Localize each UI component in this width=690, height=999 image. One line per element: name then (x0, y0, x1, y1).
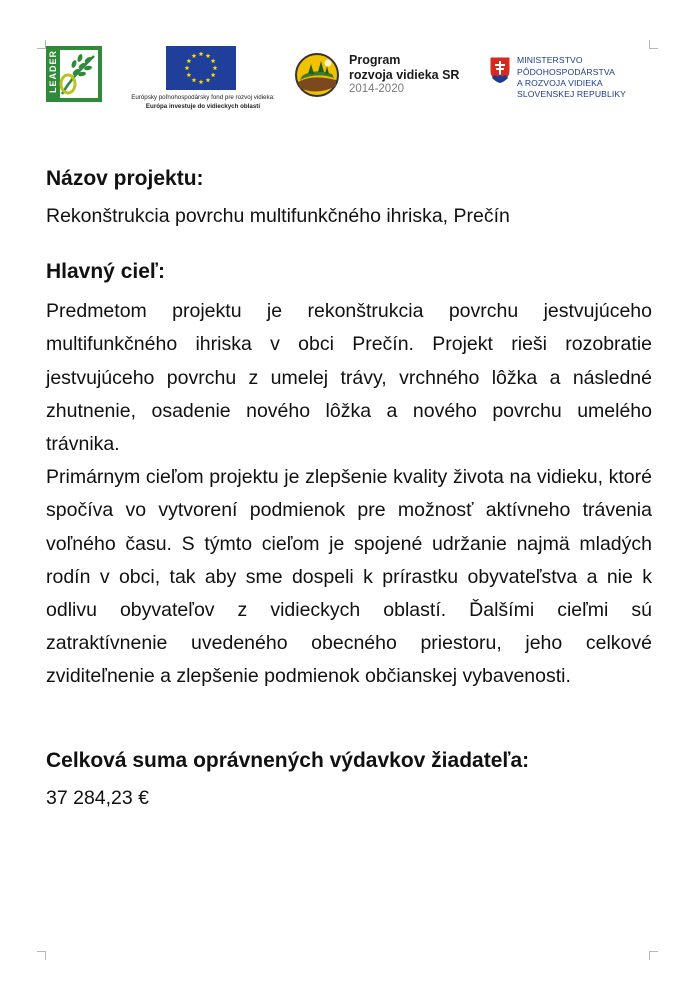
main-goal-heading: Hlavný cieľ: (46, 260, 165, 284)
main-goal-paragraph-1: Predmetom projektu je rekonštrukcia povrchu jestvujúceho multifunkčného ihriska v obci Prečín. Projekt rieši rozobratie jestvujúceho povrchu z umelej trávy, vrchného lôžka a následné zhutnenie, osadenie nového lôžka a nového povrchu umelého trávnika. (46, 300, 652, 456)
leader-logo (46, 46, 102, 102)
program-period: 2014-2020 (349, 83, 404, 95)
program-emblem-icon (294, 52, 340, 98)
leader-logo-label: LEADER (48, 50, 58, 94)
slovak-coat-of-arms-icon (489, 56, 511, 84)
total-eligible-expenses-amount: 37 284,23 € (46, 786, 150, 809)
program-rural-development-logo (294, 52, 474, 104)
crop-mark-top-right (649, 40, 658, 49)
logo-strip (44, 46, 644, 116)
ministry-line3: A ROZVOJA VIDIEKA (517, 78, 603, 88)
project-name: Rekonštrukcia povrchu multifunkčného ihriska, Prečín (46, 205, 510, 227)
program-title-line2: rozvoja vidieka SR (349, 68, 460, 82)
ministry-line4: SLOVENSKEJ REPUBLIKY (517, 89, 626, 99)
total-eligible-expenses-heading: Celková suma oprávnených výdavkov žiadateľa: (46, 748, 530, 772)
ministry-line1: MINISTERSTVO (517, 55, 583, 65)
crop-mark-bottom-left (37, 951, 46, 960)
program-title-line1: Program (349, 53, 401, 67)
ministry-line2: PÔDOHOSPODÁRSTVA (517, 67, 615, 77)
eu-fund-caption: Európsky poľnohospodársky fond pre rozvoj vidieka: (131, 94, 275, 101)
crop-mark-bottom-right (649, 951, 658, 960)
ministry-logo (489, 52, 649, 108)
leader-wheat-icon (46, 46, 102, 102)
eu-fund-slogan: Európa investuje do vidieckych oblastí (145, 103, 261, 110)
project-name-heading: Názov projektu: (46, 167, 204, 190)
eu-flag-icon (166, 46, 236, 90)
main-goal-paragraph-2: Primárnym cieľom projektu je zlepšenie kvality života na vidieku, ktoré spočíva vo vytvorení podmienok pre možnosť aktívneho trávenia voľného času. S týmto cieľom je spojené udržanie najmä mladých rodín v obci, tak aby sme dospeli k prírastku obyvateľstva a nie k odlivu obyvateľov z vidieckych oblastí. Ďalšími cieľmi sú zatraktívnenie uvedeného obecného priestoru, jeho celkové zviditeľnenie a zlepšenie podmienok občianskej vybavenosti. (46, 466, 652, 688)
project-info (46, 160, 652, 815)
eu-fund-logo (118, 46, 288, 116)
